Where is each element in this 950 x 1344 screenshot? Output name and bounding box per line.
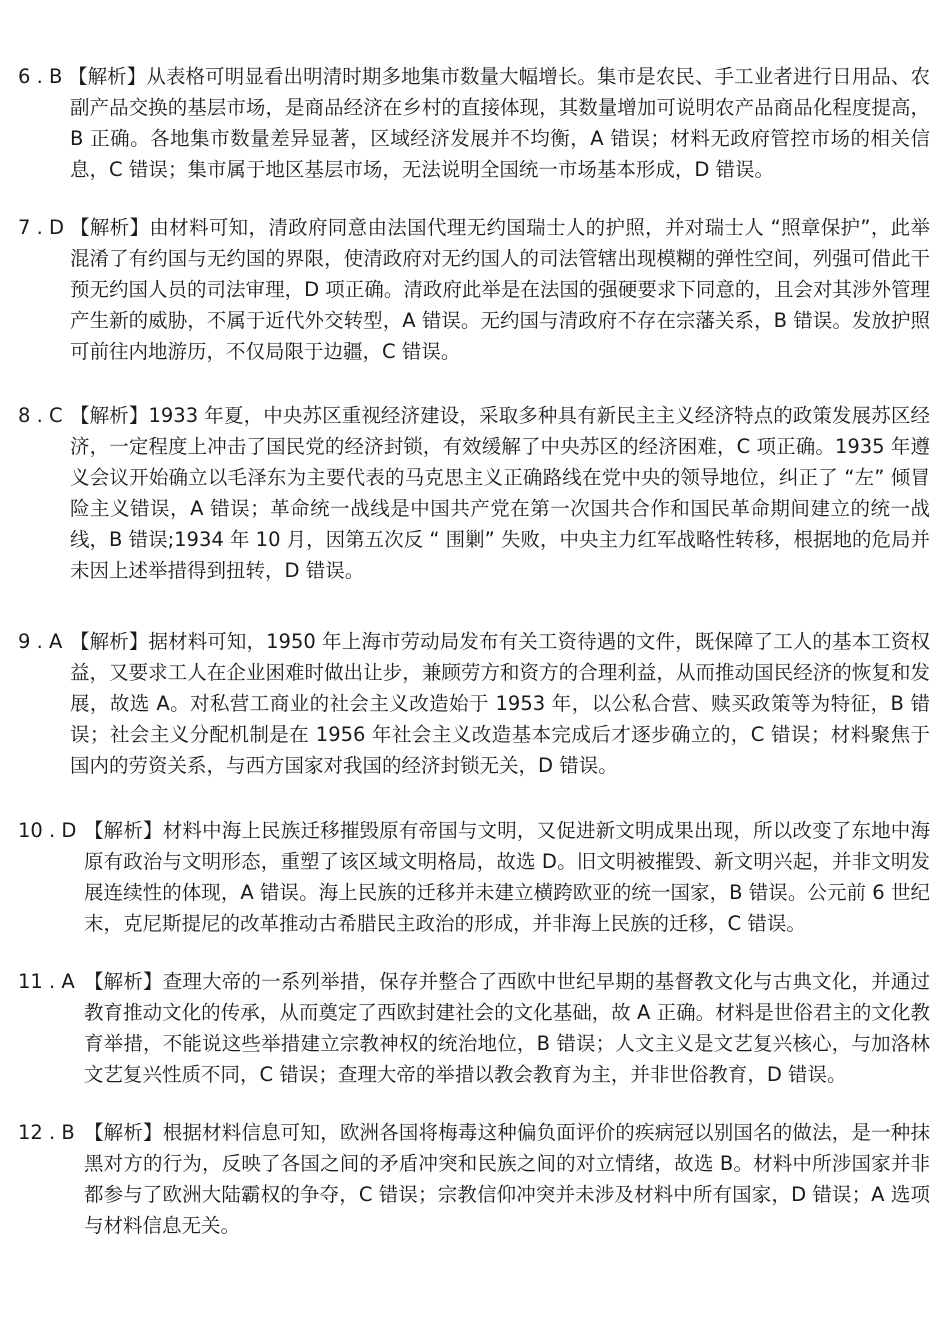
- explanation-body: [84, 966, 930, 1090]
- explanation-body: [70, 626, 930, 781]
- question-number: 10 . D: [18, 819, 77, 842]
- explanation-text: 由材料可知，清政府同意由法国代理无约国瑞士人的护照，并对瑞士人 “照章保护”，此举混淆了有约国与无约国的界限，使清政府对无约国人的司法管辖出现模糊的弹性空间，列强可借此干预无约国人员的司法审理，D 项正确。清政府此举是在法国的强硬要求下同意的，且会对其涉外管理产生新的威胁，不属于近代外交转型，A 错误。无约国与清政府不存在宗藩关系，B 错误。发放护照可前往内地游历，不仅局限于边疆，C 错误。: [70, 216, 930, 363]
- explanation-body: [70, 61, 930, 185]
- question-number: 9 . A: [18, 630, 63, 653]
- question-number: 8 . C: [18, 404, 63, 427]
- question-number: 11 . A: [18, 970, 75, 993]
- question-number: 6 . B: [18, 65, 63, 88]
- explanation-text: 据材料可知，1950 年上海市劳动局发布有关工资待遇的文件，既保障了工人的基本工资权益，又要求工人在企业困难时做出让步，兼顾劳方和资方的合理利益，从而推动国民经济的恢复和发展，故选 A。对私营工商业的社会主义改造始于 1953 年，以公私合营、赎买政策等为特征，B 错误；社会主义分配机制是在 1956 年社会主义改造基本完成后才逐步确立的，C 错误；材料聚焦于国内的劳资关系，与西方国家对我国的经济封锁无关，D 错误。: [70, 630, 930, 777]
- explanation-body: [84, 1117, 930, 1241]
- explanation-text: 1933 年夏，中央苏区重视经济建设，采取多种具有新民主主义经济特点的政策发展苏区经济，一定程度上冲击了国民党的经济封锁，有效缓解了中央苏区的经济困难，C 项正确。1935 年遵义会议开始确立以毛泽东为主要代表的马克思主义正确路线在党中央的领导地位，纠正了 “左” 倾冒险主义错误，A 错误；革命统一战线是中国共产党在第一次国共合作和国民革命期间建立的统一战线，B 错误;1934 年 10 月，因第五次反 “ 围剿” 失败，中央主力红军战略性转移，根据地的危局并未因上述举措得到扭转，D 错误。: [70, 404, 930, 582]
- explanation-text: 查理大帝的一系列举措，保存并整合了西欧中世纪早期的基督教文化与古典文化，并通过教育推动文化的传承，从而奠定了西欧封建社会的文化基础，故 A 正确。材料是世俗君主的文化教育举措，不能说这些举措建立宗教神权的统治地位，B 错误；人文主义是文艺复兴核心，与加洛林文艺复兴性质不同，C 错误；查理大帝的举措以教会教育为主，并非世俗教育，D 错误。: [84, 970, 930, 1086]
- question-number: 12 . B: [18, 1121, 75, 1144]
- analysis-tag: 【解析】: [84, 970, 163, 993]
- explanation-body: [84, 815, 930, 939]
- analysis-tag: 【解析】: [84, 1121, 163, 1144]
- explanation-text: 材料中海上民族迁移摧毁原有帝国与文明，又促进新文明成果出现，所以改变了东地中海原有政治与文明形态，重塑了该区域文明格局，故选 D。旧文明被摧毁、新文明兴起，并非文明发展连续性的体现，A 错误。海上民族的迁移并未建立横跨欧亚的统一国家，B 错误。公元前 6 世纪末，克尼斯提尼的改革推动古希腊民主政治的形成，并非海上民族的迁移，C 错误。: [84, 819, 930, 935]
- explanation-text: 从表格可明显看出明清时期多地集市数量大幅增长。集市是农民、手工业者进行日用品、农副产品交换的基层市场，是商品经济在乡村的直接体现，其数量增加可说明农产品商品化程度提高，B 正确。各地集市数量差异显著，区域经济发展并不均衡，A 错误；材料无政府管控市场的相关信息，C 错误；集市属于地区基层市场，无法说明全国统一市场基本形成，D 错误。: [70, 65, 930, 181]
- analysis-tag: 【解析】: [84, 819, 163, 842]
- analysis-tag: 【解析】: [68, 65, 147, 88]
- explanation-body: [70, 400, 930, 586]
- explanation-body: [70, 212, 930, 367]
- analysis-tag: 【解析】: [70, 630, 149, 653]
- explanation-text: 根据材料信息可知，欧洲各国将梅毒这种偏负面评价的疾病冠以别国名的做法，是一种抹黑对方的行为，反映了各国之间的矛盾冲突和民族之间的对立情绪，故选 B。材料中所涉国家并非都参与了欧洲大陆霸权的争夺，C 错误；宗教信仰冲突并未涉及材料中所有国家，D 错误；A 选项与材料信息无关。: [84, 1121, 930, 1237]
- analysis-tag: 【解析】: [70, 216, 150, 239]
- analysis-tag: 【解析】: [70, 404, 149, 427]
- question-number: 7 . D: [18, 216, 65, 239]
